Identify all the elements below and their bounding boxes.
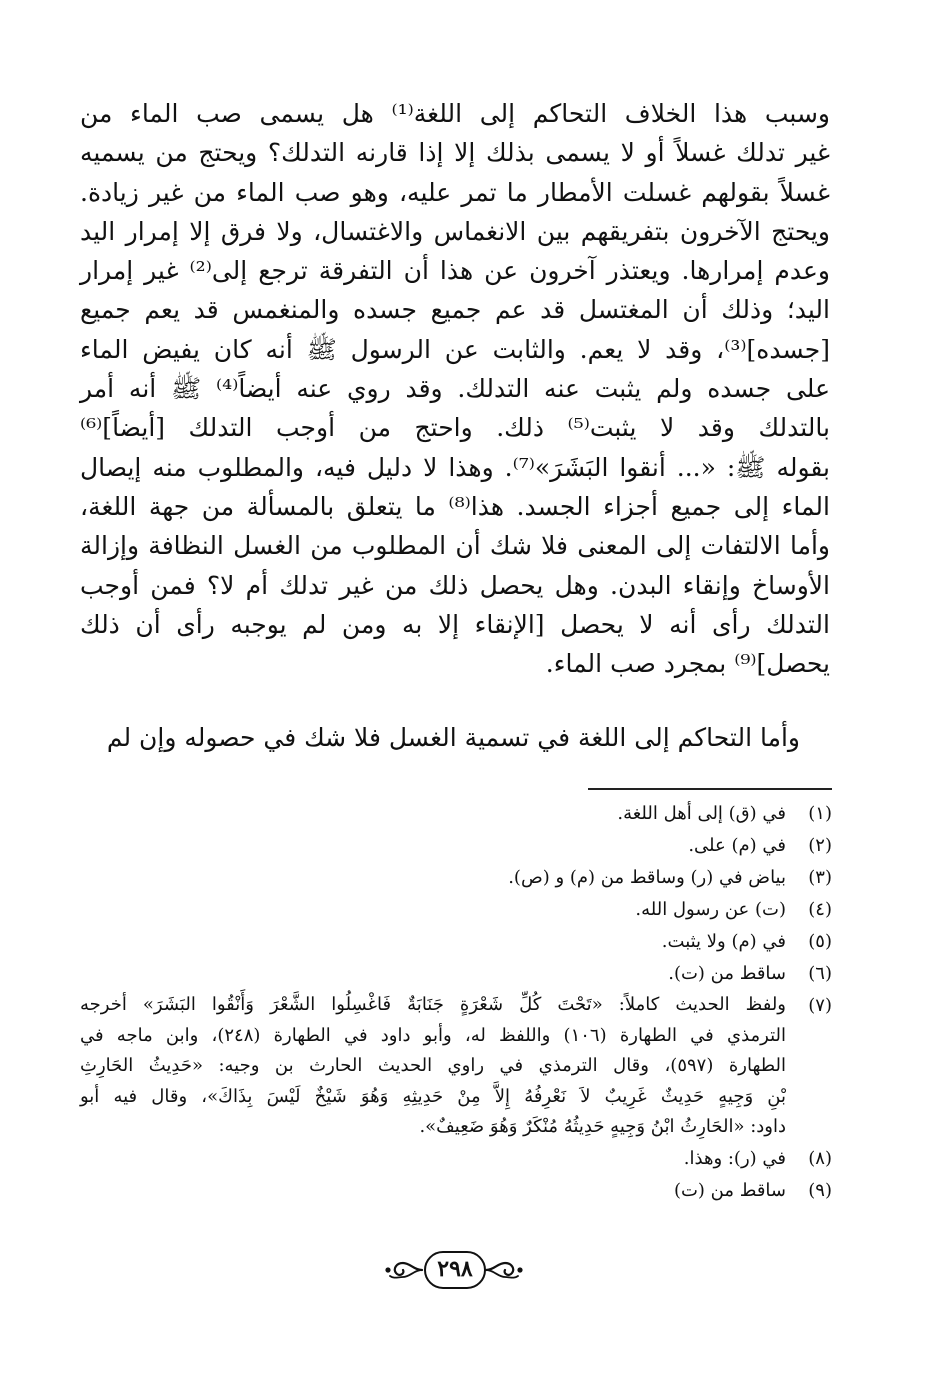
- second-paragraph: [80, 718, 830, 757]
- left-flourish-icon: [384, 1257, 424, 1283]
- footnote-text: بياض في (ر) وساقط من (م) و (ص).: [508, 867, 786, 888]
- footnote-text: في (م) ولا يثبت.: [661, 931, 786, 952]
- text-line: الماء إلى جميع أجزاء الجسد. هذا⁽⁸⁾ ما يتعلق بالمسألة من جهة اللغة،: [80, 491, 830, 521]
- footnote-line: ولفظ الحديث كاملاً: «تَحْتَ كُلِّ شَعْرَةٍ جَنَابَةٌ فَاغْسِلُوا الشَّعْرَ وَأَنْقُوا البَشَرَ» أخرجه: [80, 994, 786, 1015]
- footnote: [80, 926, 832, 958]
- text-line: [جسده]⁽³⁾، وقد لا يعم. والثابت عن الرسول ﷺ أنه كان يفيض الماء: [80, 334, 830, 364]
- text-line: وسبب هذا الخلاف التحاكم إلى اللغة⁽¹⁾ هل يسمى صب الماء من: [80, 99, 830, 128]
- footnote-number: (١): [808, 803, 832, 824]
- footnote-text: [80, 990, 786, 1143]
- right-flourish-icon: [484, 1257, 524, 1283]
- footnote-text: في (ر): وهذا.: [683, 1147, 786, 1169]
- page-number-ornament: [382, 1249, 526, 1293]
- text-line: غسلاً بقولهم غسلت الأمطار ما تمر عليه، وهو صب الماء من غير زيادة.: [80, 177, 830, 207]
- footnote-line: الترمذي في الطهارة (١٠٦) واللفظ له، وأبو داود في الطهارة (٢٤٨)، وابن ماجه في: [80, 1024, 787, 1046]
- footnote-number: (٧): [808, 995, 832, 1016]
- footnote-number: (٥): [808, 931, 832, 952]
- footnote: [80, 862, 832, 894]
- footnote: [80, 1143, 832, 1175]
- text-line: وعدم إمرارها. ويعتذر آخرون عن هذا أن التفرقة ترجع إلى⁽²⁾ غير إمرار: [80, 256, 830, 286]
- footnote-number: (٣): [808, 867, 832, 888]
- text-line: التدلك رأى أنه لا يحصل [الإنقاء إلا به ومن لم يوجبه رأى أن ذلك: [80, 609, 830, 639]
- footnote-text: في (ق) إلى أهل اللغة.: [617, 803, 786, 824]
- footnote-line: الطهارة (٥٩٧)، وقال الترمذي في راوي الحديث الحارث بن وجيه: «حَدِيثُ الحَارِثِ: [80, 1055, 786, 1076]
- text-line: بالتدلك وقد لا يثبت⁽⁵⁾ ذلك. واحتج من أوجب التدلك [أيضاً]⁽⁶⁾: [80, 413, 830, 443]
- footnote-line: بْنِ وَجِيهٍ حَدِيثٌ غَرِيبٌ لاَ نَعْرِفُهُ إِلاَّ مِنْ حَدِيثِهِ وَهُوَ شَيْخٌ لَيْسَ بِذَاكَ»، وقال فيه أبو: [80, 1085, 786, 1107]
- footnote: [80, 990, 832, 1143]
- footnote-number: (٢): [808, 835, 832, 856]
- text-line: اليد؛ وذلك أن المغتسل قد عم جميع جسده والمنغمس قد يعم جميع: [80, 295, 830, 325]
- text-line: يحصل]⁽⁹⁾ بمجرد صب الماء.: [545, 649, 830, 679]
- footnote: [80, 1175, 832, 1207]
- text-line: ويحتج الآخرون بتفريقهم بين الانغماس والاغتسال، ولا فرق إلا إمرار اليد: [80, 216, 830, 246]
- main-paragraph: [80, 94, 830, 683]
- footnote-number: (٩): [808, 1179, 832, 1201]
- footnote: [80, 830, 832, 862]
- footnote-separator: [588, 788, 832, 790]
- page-number: ٢٩٨: [424, 1251, 486, 1289]
- text-line: الأوساخ وإنقاء البدن. وهل يحصل ذلك من غير تدلك أم لا؟ فمن أوجب: [80, 570, 830, 600]
- footnote: [80, 894, 832, 926]
- text-line: وأما التحاكم إلى اللغة في تسمية الغسل فلا شك في حصوله وإن لم: [106, 723, 800, 752]
- footnote-text: ساقط من (ت): [673, 1179, 786, 1201]
- footnote-number: (٦): [808, 963, 832, 984]
- text-line: وأما الالتفات إلى المعنى فلا شك أن المطلوب من الغسل النظافة وإزالة: [80, 531, 830, 561]
- text-line: غير تدلك غسلاً أو لا يسمى بذلك إلا إذا قارنه التدلك؟ ويحتج من يسميه: [80, 138, 830, 168]
- footnote-number: (٨): [808, 1147, 832, 1169]
- footnotes: [80, 798, 832, 1207]
- text-line: بقوله ﷺ: «... أنقوا البَشَرَ»⁽⁷⁾. وهذا لا دليل فيه، والمطلوب منه إيصال: [80, 452, 830, 482]
- footnote-text: (ت) عن رسول الله.: [635, 899, 786, 920]
- footnote: [80, 958, 832, 990]
- text-line: على جسده ولم يثبت عنه التدلك. وقد روي عنه أيضاً⁽⁴⁾ ﷺ أنه أمر: [80, 374, 831, 404]
- footnote-number: (٤): [808, 899, 832, 920]
- footnote-text: في (م) على.: [688, 835, 786, 856]
- footnote: [80, 798, 832, 830]
- footnote-line: داود: «الحَارِثُ ابْنُ وَجِيهٍ حَدِيثُهُ مُنْكَرٌ وَهُوَ ضَعِيفٌ».: [419, 1116, 786, 1137]
- footnote-text: ساقط من (ت).: [668, 963, 786, 984]
